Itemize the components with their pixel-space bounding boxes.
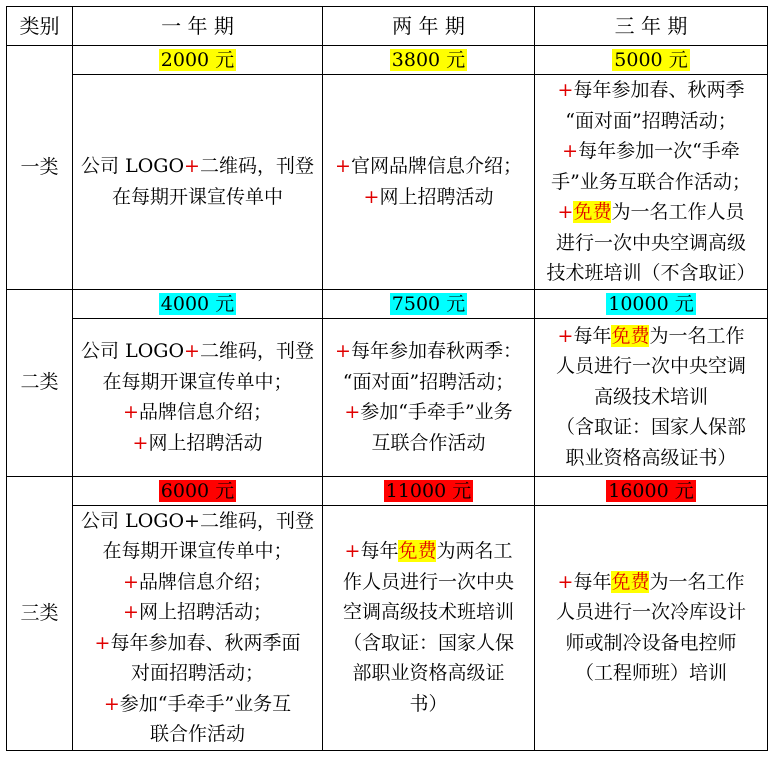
detail-text: 官网品牌信息介绍； (350, 155, 522, 178)
detail-text: 人员进行一次冷库设计 (555, 601, 746, 623)
price-tier3-one-year: 6000 元 (160, 479, 235, 502)
detail-text: 网上招聘活动 (148, 431, 263, 454)
detail-tier1-three-year (535, 75, 768, 290)
detail-tier2-one-year (73, 318, 323, 476)
detail-row-tier2 (7, 318, 768, 476)
detail-text: 品牌信息介绍； (138, 401, 272, 423)
plus-marker: + (123, 601, 139, 623)
detail-text: 进行一次中央空调高级 (555, 231, 746, 254)
detail-text: 为一名工作 (649, 324, 745, 347)
detail-text: 每年 (573, 570, 612, 593)
detail-text: 每年参加一次“手牵 (578, 140, 740, 162)
price-tier3-two-year: 11000 元 (385, 479, 472, 502)
detail-text: 每年 (573, 324, 612, 347)
detail-text: 互联合作活动 (371, 431, 486, 454)
detail-text: （工程师班）培训 (574, 662, 727, 684)
category-tier2: 二类 (7, 289, 73, 476)
plus-marker: + (344, 540, 361, 562)
plus-marker: + (123, 570, 139, 593)
category-tier1: 一类 (7, 46, 73, 290)
category-tier3: 三类 (7, 476, 73, 750)
detail-text: 二维码，刊登 (199, 340, 314, 362)
detail-text: 作人员进行一次中央 (342, 570, 514, 593)
plus-marker: + (363, 185, 380, 208)
package-table (6, 6, 768, 751)
header-three-year: 三 年 期 (535, 7, 768, 46)
price-row-tier2 (7, 289, 768, 318)
header-two-year: 两 年 期 (323, 7, 535, 46)
plus-marker: + (184, 155, 200, 178)
free-badge: 免费 (611, 570, 650, 593)
detail-tier3-three-year (535, 505, 768, 750)
detail-text: 技术班培训（不含取证） (546, 262, 756, 284)
detail-text: 为两名工 (436, 540, 513, 562)
detail-text: 每年参加春、秋两季面 (110, 631, 301, 654)
free-badge: 免费 (398, 540, 437, 562)
detail-text: 参加“手牵手”业务互 (119, 692, 292, 715)
detail-text: （含取证：国家人保 (342, 631, 514, 654)
plus-marker: + (103, 692, 120, 715)
detail-text: 每年 (360, 540, 399, 562)
detail-text: 书） (409, 692, 448, 715)
detail-text: 品牌信息介绍； (138, 570, 272, 593)
detail-row-tier1 (7, 75, 768, 290)
detail-text: 公司 LOGO (81, 155, 185, 178)
detail-text: 在每期开课宣传单中； (102, 370, 293, 393)
price-tier1-one-year: 2000 元 (160, 49, 235, 71)
plus-marker: + (94, 631, 111, 654)
detail-text: （含取证：国家人保部 (555, 416, 746, 439)
free-badge: 免费 (611, 324, 650, 347)
detail-tier2-two-year (323, 318, 535, 476)
detail-text: 公司 LOGO+二维码，刊登 (81, 509, 314, 532)
detail-text: 空调高级技术班培训 (342, 601, 514, 623)
detail-text: 部职业资格高级证 (352, 662, 505, 684)
price-tier2-one-year: 4000 元 (160, 292, 235, 315)
detail-tier1-one-year (73, 75, 323, 290)
plus-marker: + (344, 401, 361, 423)
detail-tier3-one-year (73, 505, 323, 750)
price-tier1-three-year: 5000 元 (614, 49, 688, 71)
header-one-year: 一 年 期 (73, 7, 323, 46)
detail-text: 公司 LOGO (81, 340, 185, 362)
header-category: 类别 (7, 7, 73, 46)
plus-marker: + (132, 431, 149, 454)
detail-text: 在每期开课宣传单中 (111, 185, 283, 208)
plus-marker: + (557, 324, 574, 347)
plus-marker: + (335, 155, 351, 178)
detail-text: 手”业务互联合作活动； (551, 170, 751, 193)
detail-tier3-two-year (323, 505, 535, 750)
detail-text: 人员进行一次中央空调 (555, 355, 746, 378)
detail-tier2-three-year (535, 318, 768, 476)
detail-text: 职业资格高级证书） (565, 446, 737, 469)
plus-marker: + (335, 340, 351, 362)
free-badge: 免费 (573, 201, 612, 223)
detail-text: 二维码，刊登 (199, 155, 314, 178)
detail-text: 在每期开课宣传单中； (102, 540, 293, 562)
detail-text: 为一名工作人员 (611, 201, 745, 223)
plus-marker: + (184, 340, 200, 362)
detail-text: “面对面”招聘活动； (565, 109, 737, 132)
price-tier2-three-year: 10000 元 (608, 292, 694, 315)
detail-text: 师或制冷设备电控师 (565, 631, 737, 654)
plus-marker: + (557, 570, 574, 593)
detail-text: 参加“手牵手”业务 (360, 401, 513, 423)
detail-text: 每年参加春秋两季： (350, 340, 522, 362)
plus-marker: + (557, 201, 574, 223)
detail-row-tier3 (7, 505, 768, 750)
price-row-tier3 (7, 476, 768, 505)
detail-text: “面对面”招聘活动； (342, 370, 515, 393)
plus-marker: + (557, 79, 574, 101)
plus-marker: + (123, 401, 139, 423)
price-tier1-two-year: 3800 元 (391, 49, 466, 71)
header-row (7, 7, 768, 46)
detail-text: 网上招聘活动； (138, 601, 272, 623)
detail-text: 联合作活动 (149, 723, 245, 745)
detail-text: 对面招聘活动； (130, 662, 264, 684)
detail-text: 为一名工作 (649, 570, 745, 593)
price-tier3-three-year: 16000 元 (608, 479, 694, 502)
detail-text: 每年参加春、秋两季 (573, 79, 745, 101)
detail-text: 网上招聘活动 (379, 185, 494, 208)
price-row-tier1 (7, 46, 768, 75)
plus-marker: + (562, 140, 579, 162)
price-tier2-two-year: 7500 元 (391, 292, 466, 315)
detail-text: 高级技术培训 (593, 385, 708, 408)
detail-tier1-two-year (323, 75, 535, 290)
